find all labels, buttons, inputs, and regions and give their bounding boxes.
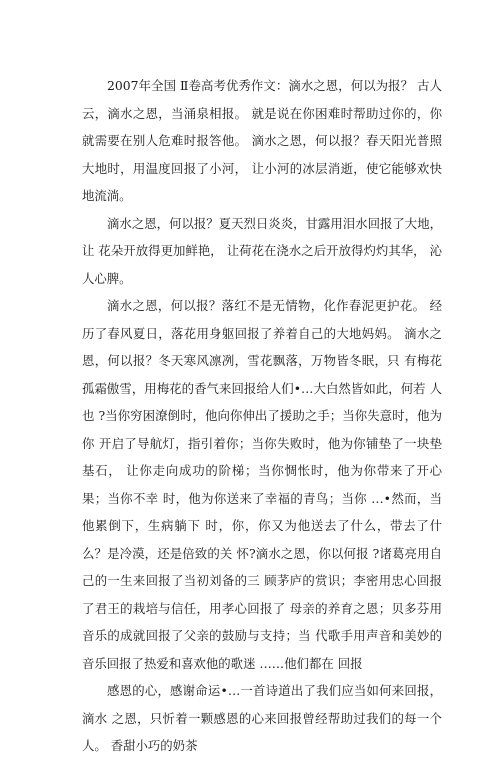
paragraph-1: 2007年全国 Ⅱ卷高考优秀作文：滴水之恩，何以为报？ 古人云，滴水之恩，当涌泉相报。 就是说在你困难时帮助过你的，你就需要在别人危难时报答他。 滴水之恩，何以报？春天阳光普照大地时，用温度回报了小河， 让小河的冰层消逝，使它能够欢快地流淌。 (82, 78, 442, 203)
essay-body (82, 72, 442, 760)
paragraph-2: 滴水之恩，何以报？夏天烈日炎炎，甘露用泪水回报了大地，让 花朵开放得更加鲜艳， 让荷花在浇水之后开放得灼灼其华， 沁人心脾。 (82, 215, 442, 286)
paragraph-4: 感恩的心，感谢命运•…一首诗道出了我们应当如何来回报，滴水 之恩，只忻着一颗感恩的心来回报曾经帮助过我们的每一个人。 香甜小巧的奶茶 (82, 683, 442, 753)
paragraph-3: 滴水之恩，何以报？落红不是无情物，化作春泥更护花。 经历了春风夏日，落花用身躯回报了养着自己的大地妈妈。 滴水之恩，何以报？冬天寒风凛冽，雪花飘落，万物皆冬眠，只 有梅花孤霜傲雪，用梅花的香气来回报给人们•…大白然皆如此，何若 人也 ?当你穷困潦倒时，他向你伸出了援助之手；当你失意时，他为你 开启了导航灯，指引着你；当你失败时，他为你铺垫了一块垫基石， 让你走向成功的阶梯；当你惆怅时，他为你带来了开心果；当你不幸 时，他为你送来了幸福的青鸟；当你 …•然而，当他累倒下，生病躺下 时，你，你又为他送去了什么，带去了什么？是冷漠，还是倍致的关 怀?滴水之恩，你以何报 ?诸葛亮用自己的一生来回报了当初刘备的三 顾茅庐的赏识；李密用忠心回报了君王的栽培与信任，用孝心回报了 母亲的养育之恩；贝多芬用音乐的成就回报了父亲的鼓励与支持；当 代歌手用声音和美妙的音乐回报了热爱和喜欢他的歌迷 ……他们都在 回报 (82, 298, 442, 671)
